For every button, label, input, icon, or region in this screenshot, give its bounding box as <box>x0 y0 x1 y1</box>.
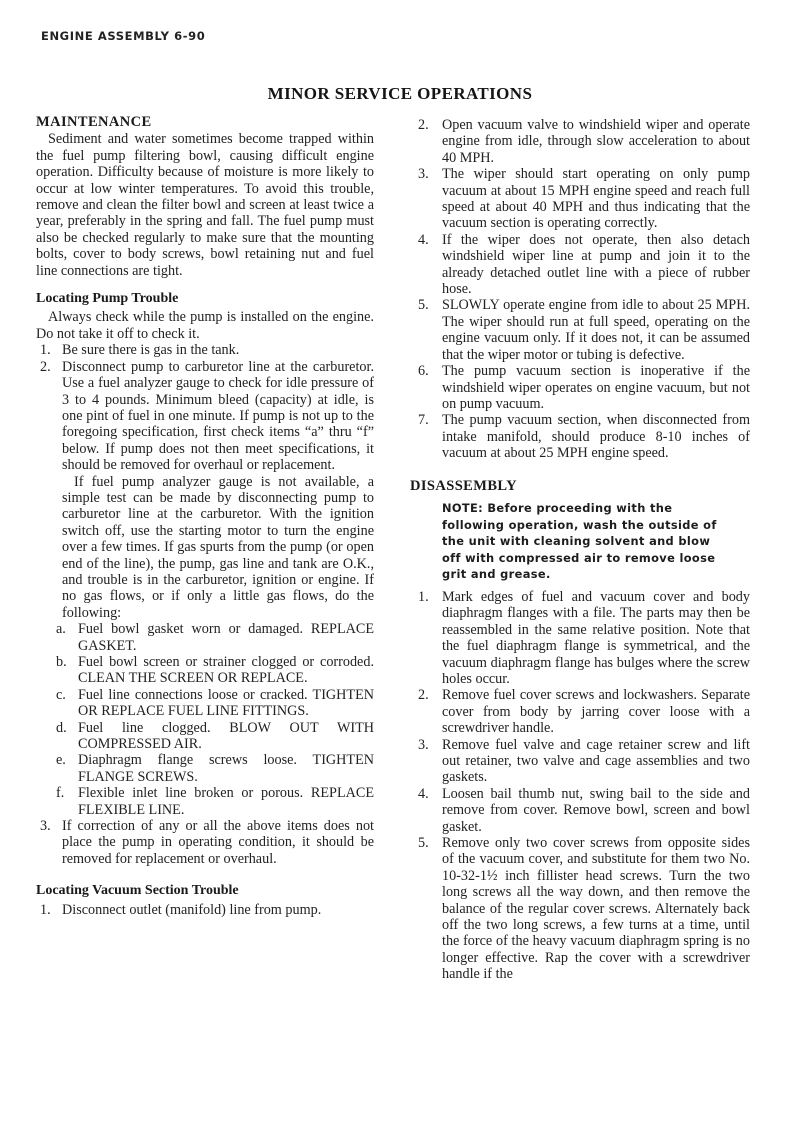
item-text: Disconnect pump to carburetor line at the carburetor. Use a fuel analyzer gauge to check for idle pressure of 3 to 4 pounds. Minimum bleed (capacity) at idle, is one pint of fuel in one minute. If pump is not up to the foregoing specification, first check items “a” thru “f” below. If pump does not then meet specifications, it should be removed for overhaul or replacement. <box>62 358 374 474</box>
list-item <box>410 412 750 461</box>
item-text: If correction of any or all the above items does not place the pump in operating condition, it should be removed for replacement or overhaul. <box>62 818 374 867</box>
item-text: Remove only two cover screws from opposite sides of the vacuum cover, and substitute for them two No. 10-32-1½ inch fillister head screws. Turn the two long screws all the way down, and then remove the balance of the regular cover screws. Alternately back off the two long screws, a few turns at a time, until the force of the heavy vacuum diaphragm spring is no longer effective. Rap the cover with a screwdriver handle if the <box>442 835 750 983</box>
page-title: MINOR SERVICE OPERATIONS <box>267 84 533 103</box>
item-text: The pump vacuum section, when disconnected from intake manifold, should produce 8-10 inches of vacuum at about 25 MPH engine speed. <box>442 412 750 462</box>
list-item <box>36 342 374 358</box>
item-letter: d. <box>56 719 67 736</box>
list-item <box>410 297 750 363</box>
check-item <box>56 785 374 818</box>
item-number: 3. <box>40 818 51 835</box>
disassembly-heading: DISASSEMBLY <box>410 477 518 494</box>
pump-trouble-heading: Locating Pump Trouble <box>36 291 179 307</box>
item-text: Diaphragm flange screws loose. TIGHTEN FLANGE SCREWS. <box>78 752 374 785</box>
item-text: Remove fuel valve and cage retainer screw and lift out retainer, two valve and cage assemblies and two gaskets. <box>442 736 750 786</box>
list-item <box>410 687 750 736</box>
list-item <box>36 359 374 474</box>
item-number: 1. <box>418 588 429 605</box>
item-text: Fuel bowl screen or strainer clogged or corroded. CLEAN THE SCREEN OR REPLACE. <box>78 654 374 687</box>
item-text: Fuel bowl gasket worn or damaged. REPLACE GASKET. <box>78 621 374 654</box>
check-item <box>56 621 374 654</box>
list-item <box>36 818 374 867</box>
check-item <box>56 752 374 785</box>
item-text: Mark edges of fuel and vacuum cover and body diaphragm flanges with a file. The parts may then be reassembled in the same relative position. Note that the fuel diaphragm flange is symmetrical, and the vacuum diaphragm flange has bulges where the screw holes occur. <box>442 588 750 687</box>
item-number: 3. <box>418 736 429 753</box>
item-letter: e. <box>56 752 66 769</box>
item-letter: c. <box>56 686 66 703</box>
right-column <box>410 117 750 983</box>
simple-test-paragraph: If fuel pump analyzer gauge is not available, a simple test can be made by disconnecting pump to carburetor line at the carburetor. With the ignition switch off, use the starting motor to turn the engine over a few times. If gas spurts from the pump (or open end of the line), the pump, gas line and tank are O.K., and trouble is in the carburetor, ignition or engine. If no gas flows, or if only a little gas flows, do the following: <box>62 473 374 621</box>
item-text: Remove fuel cover screws and lockwashers. Separate cover from body by jarring cover loose with a screwdriver handle. <box>442 687 750 737</box>
left-column <box>36 114 374 918</box>
check-item <box>56 654 374 687</box>
item-letter: b. <box>56 654 67 670</box>
list-item <box>410 166 750 232</box>
check-item <box>56 720 374 753</box>
item-number: 1. <box>40 342 51 359</box>
item-text: Fuel line clogged. BLOW OUT WITH COMPRESSED AIR. <box>78 719 374 753</box>
maintenance-paragraph: Sediment and water sometimes become trapped within the fuel pump filtering bowl, causing difficult engine operation. Difficulty because of moisture is more likely to occur at low winter temperatures. To avoid this trouble, remove and clean the filter bowl and screen at least twice a year, preferably in the spring and fall. The fuel pump must also be checked regularly to make sure that the mounting bolts, cover to body screws, bowl retaining nut and fuel line connections are tight. <box>36 131 374 279</box>
pump-trouble-intro: Always check while the pump is installed on the engine. Do not take it off to check it. <box>36 309 374 342</box>
list-item <box>36 902 374 918</box>
maintenance-heading: MAINTENANCE <box>36 114 152 130</box>
running-head: ENGINE ASSEMBLY 6-90 <box>41 29 206 43</box>
item-text: Flexible inlet line broken or porous. REPLACE FLEXIBLE LINE. <box>78 785 374 818</box>
item-number: 2. <box>40 358 51 375</box>
list-item <box>410 117 750 166</box>
item-number: 5. <box>418 835 429 851</box>
item-text: The wiper should start operating on only pump vacuum at about 15 MPH engine speed and reach full speed at about 40 MPH and thus indicating that the vacuum section is operating correctly. <box>442 166 750 232</box>
item-text: Fuel line connections loose or cracked. TIGHTEN OR REPLACE FUEL LINE FITTINGS. <box>78 686 374 720</box>
item-text: The pump vacuum section is inoperative if the windshield wiper operates on engine vacuum, but not on pump vacuum. <box>442 363 750 412</box>
list-item <box>410 589 750 687</box>
list-item <box>410 232 750 298</box>
item-text: Disconnect outlet (manifold) line from pump. <box>62 901 322 918</box>
item-number: 5. <box>418 297 429 314</box>
item-letter: a. <box>56 621 66 638</box>
list-item <box>410 835 750 983</box>
vacuum-trouble-heading: Locating Vacuum Section Trouble <box>36 883 239 899</box>
item-text: SLOWLY operate engine from idle to about 25 MPH. The wiper should run at full speed, operating on the engine vacuum only. If it does not, it can be assumed that the wiper motor or tubing is defective. <box>442 297 750 363</box>
item-number: 6. <box>418 363 429 380</box>
item-text: If the wiper does not operate, then also detach windshield wiper line at pump and join it to the already detached outlet line with a piece of rubber hose. <box>442 231 750 298</box>
item-number: 4. <box>418 231 429 248</box>
item-letter: f. <box>56 785 65 802</box>
item-number: 2. <box>418 117 429 133</box>
item-number: 3. <box>418 166 429 183</box>
item-number: 4. <box>418 785 429 802</box>
list-item <box>410 737 750 786</box>
item-text: Open vacuum valve to windshield wiper and operate engine from idle, through slow acceleration to about 40 MPH. <box>442 117 750 166</box>
item-number: 2. <box>418 687 429 704</box>
list-item <box>410 786 750 835</box>
item-text: Loosen bail thumb nut, swing bail to the side and remove from cover. Remove bowl, screen and bowl gasket. <box>442 785 750 835</box>
item-number: 1. <box>40 901 51 918</box>
note-block: NOTE: Before proceeding with the following operation, wash the outside of the unit with cleaning solvent and blow off with compressed air to remove loose grit and grease. <box>442 500 717 582</box>
item-number: 7. <box>418 412 429 429</box>
check-item <box>56 687 374 720</box>
list-item <box>410 363 750 412</box>
item-text: Be sure there is gas in the tank. <box>62 342 240 359</box>
